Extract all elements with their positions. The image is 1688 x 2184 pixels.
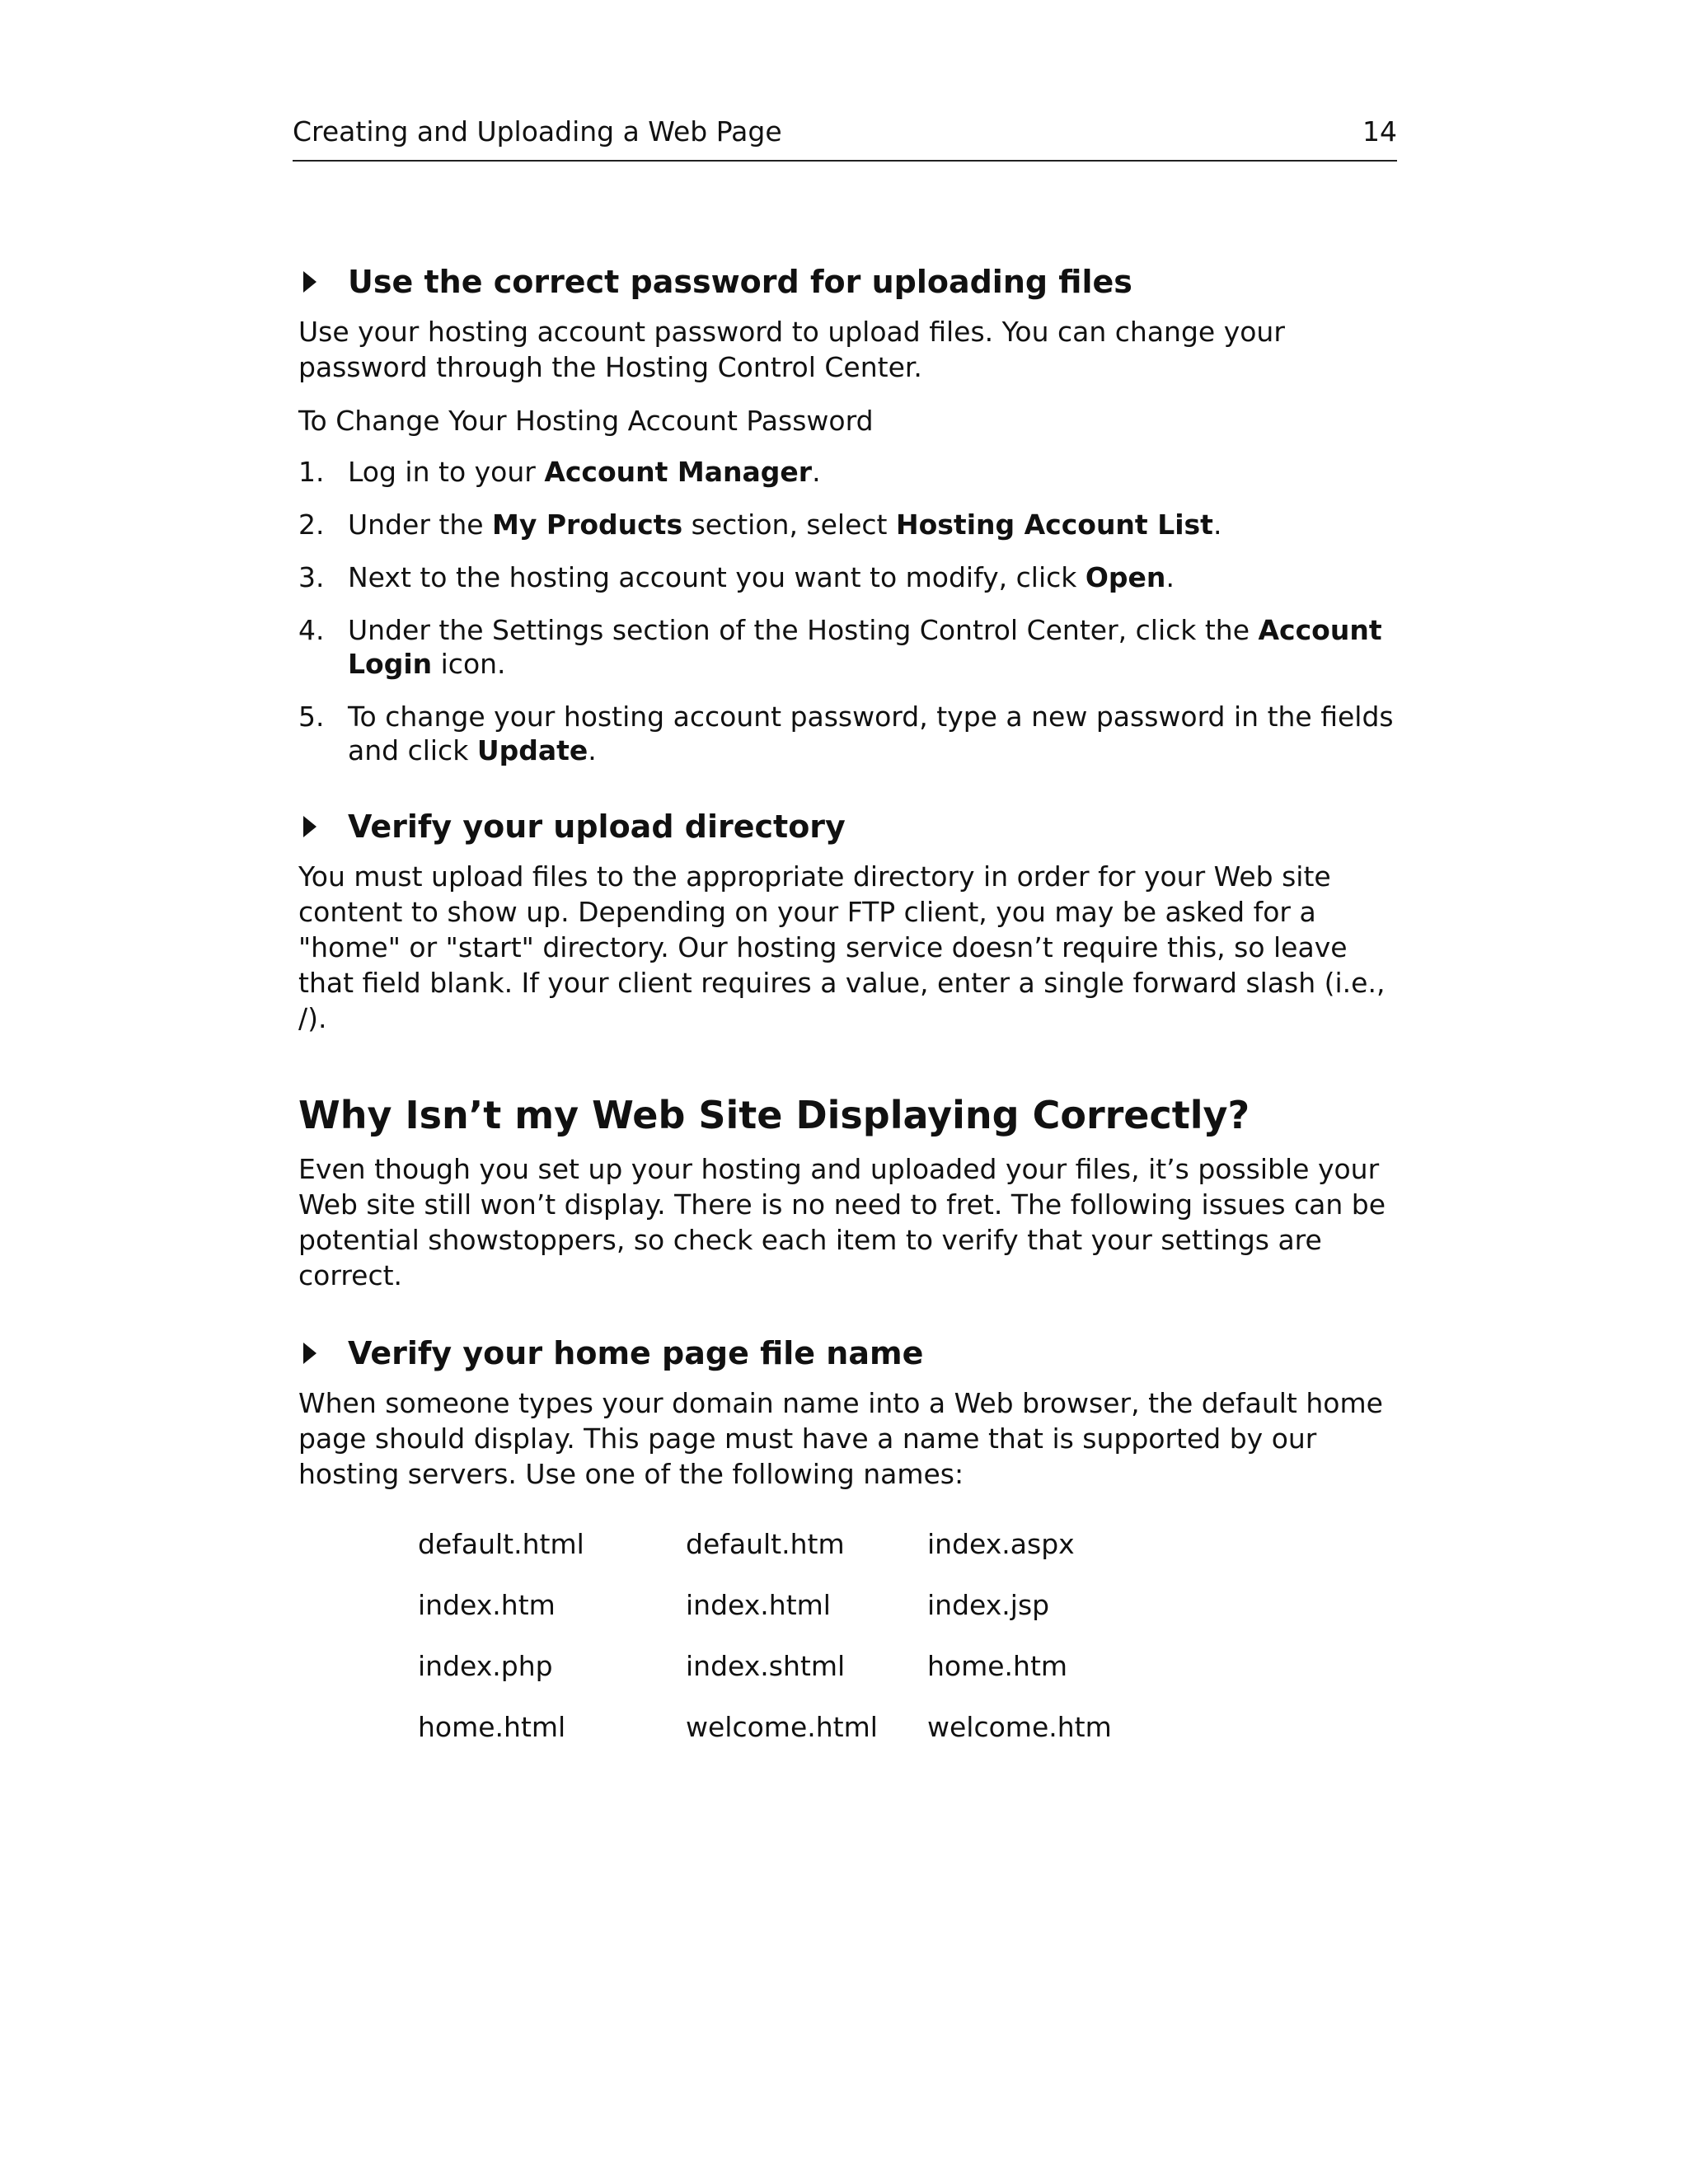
section-heading-text: Verify your upload directory bbox=[348, 808, 846, 845]
why-body: Even though you set up your hosting and uploaded your files, it’s possible your Web site still won’t display. There is no need to fret. The following issues can be potential showstoppers, so check each item to verify that your settings are correct. bbox=[298, 1153, 1386, 1291]
triangle-bullet-icon bbox=[303, 271, 316, 293]
file-name: index.html bbox=[686, 1589, 831, 1621]
file-name: default.html bbox=[418, 1528, 584, 1560]
list-item: 4. Under the Settings section of the Hosting Control Center, click the Account Login icon. bbox=[298, 614, 1382, 680]
password-steps bbox=[298, 455, 1395, 767]
password-intro: Use your hosting account password to upload files. You can change your password through the Hosting Control Center. bbox=[298, 316, 1285, 383]
home-page-names-table bbox=[418, 1526, 1395, 1746]
file-name: index.htm bbox=[418, 1589, 556, 1621]
file-name: home.html bbox=[418, 1711, 566, 1743]
file-name: index.shtml bbox=[686, 1650, 846, 1682]
file-name: index.jsp bbox=[927, 1589, 1050, 1621]
header-title: Creating and Uploading a Web Page bbox=[293, 115, 782, 148]
list-item: 1. Log in to your Account Manager. bbox=[298, 456, 821, 488]
list-item: 2. Under the My Products section, select Hosting Account List. bbox=[298, 509, 1222, 541]
section-heading-text: Verify your home page file name bbox=[348, 1335, 924, 1371]
file-name: index.aspx bbox=[927, 1528, 1075, 1560]
section-heading-why: Why Isn’t my Web Site Displaying Correctly? bbox=[298, 1093, 1250, 1137]
page-number: 14 bbox=[1362, 115, 1397, 148]
triangle-bullet-icon bbox=[303, 1343, 316, 1364]
homepage-body: When someone types your domain name into a Web browser, the default home page should display. This page must have a name that is supported by our hosting servers. Use one of the following names: bbox=[298, 1387, 1383, 1490]
list-item: 5. To change your hosting account password, type a new password in the fields and click Update. bbox=[298, 701, 1394, 766]
section-heading-directory bbox=[298, 804, 1395, 849]
section-heading-homepage bbox=[298, 1331, 1395, 1376]
procedure-title: To Change Your Hosting Account Password bbox=[298, 405, 874, 437]
directory-body: You must upload files to the appropriate directory in order for your Web site content to show up. Depending on your FTP client, you may be asked for a "home" or "start" directory. Our hosting service doesn’t require this, so leave that field blank. If your client requires a value, enter a single forward slash (i.e., /). bbox=[298, 860, 1386, 1034]
file-name: index.php bbox=[418, 1650, 553, 1682]
file-name: welcome.html bbox=[686, 1711, 878, 1743]
page-content bbox=[298, 260, 1395, 1746]
file-name: welcome.htm bbox=[927, 1711, 1112, 1743]
file-name: default.htm bbox=[686, 1528, 845, 1560]
triangle-bullet-icon bbox=[303, 816, 316, 837]
section-heading-text: Use the correct password for uploading files bbox=[348, 264, 1132, 300]
section-heading-password bbox=[298, 260, 1395, 304]
list-item: 3. Next to the hosting account you want to modify, click Open. bbox=[298, 561, 1175, 593]
file-name: home.htm bbox=[927, 1650, 1068, 1682]
running-header bbox=[293, 114, 1397, 162]
